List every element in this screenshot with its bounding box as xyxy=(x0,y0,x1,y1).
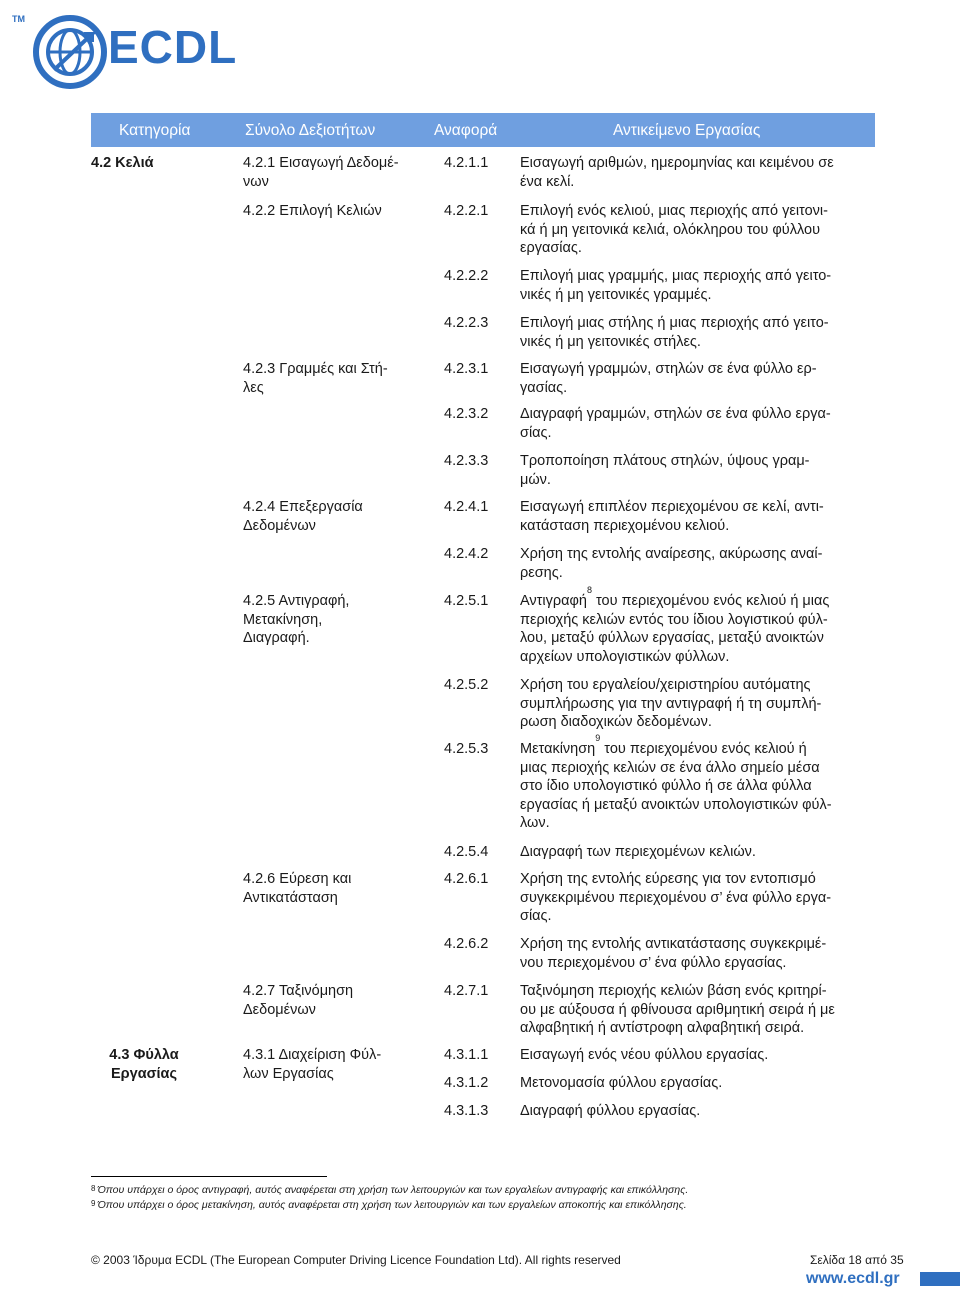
ref-4-2-5-1: 4.2.5.1 xyxy=(444,593,489,609)
desc-4-2-5-1-lead: Αντιγραφή xyxy=(520,593,587,609)
header-category: Κατηγορία xyxy=(119,122,191,139)
url-accent-bar xyxy=(920,1272,960,1286)
desc-4-2-2-3: Επιλογή μιας στήλης ή μιας περιοχής από γειτο- νικές ή μη γειτονικές στήλες. xyxy=(520,315,829,350)
footnote-9 xyxy=(91,1199,687,1211)
footnote-8-text: Όπου υπάρχει ο όρος αντιγραφή, αυτός αναφέρεται στη χρήση των λειτουργιών και των εργαλείων αντιγραφής και επικόλλησης. xyxy=(97,1184,689,1196)
ref-4-3-1-3: 4.3.1.3 xyxy=(444,1103,489,1119)
website-link[interactable]: www.ecdl.gr xyxy=(806,1270,900,1287)
ref-4-2-7-1: 4.2.7.1 xyxy=(444,983,489,999)
skill-4-3-1: 4.3.1 Διαχείριση Φύλ- λων Εργασίας xyxy=(243,1047,382,1082)
desc-4-2-4-2: Χρήση της εντολής αναίρεσης, ακύρωσης αναί- ρεσης. xyxy=(520,546,823,581)
skill-4-2-6: 4.2.6 Εύρεση και Αντικατάσταση xyxy=(243,871,352,906)
desc-4-2-5-3-rest: του περιεχομένου ενός κελιού ή μιας περιοχής κελιών σε ένα άλλο σημείο μέσα στο ίδιο υπολογιστικό φύλλο ή σε άλλα φύλλα εργασίας ή μεταξύ ανοικτών υπολογιστικών φύλ- λων. xyxy=(520,741,832,831)
footnote-9-number: 9 xyxy=(91,1199,96,1208)
footnote-ref-9[interactable]: 9 xyxy=(595,733,601,744)
desc-4-2-6-2: Χρήση της εντολής αντικατάστασης συγκεκριμέ- νου περιεχομένου σ’ ένα φύλλο εργασίας. xyxy=(520,936,827,971)
ref-4-3-1-1: 4.3.1.1 xyxy=(444,1047,489,1063)
category-4-2: 4.2 Κελιά xyxy=(91,155,154,171)
ref-4-2-3-3: 4.2.3.3 xyxy=(444,453,489,469)
ref-4-2-2-1: 4.2.2.1 xyxy=(444,203,489,219)
desc-4-2-3-3: Τροποποίηση πλάτους στηλών, ύψους γραμ- μών. xyxy=(520,453,810,488)
skill-4-2-3: 4.2.3 Γραμμές και Στή- λες xyxy=(243,361,388,396)
copyright-notice: © 2003 Ίδρυμα ECDL (The European Computer Driving Licence Foundation Ltd). All rights reserved xyxy=(91,1253,621,1267)
desc-4-3-1-3: Διαγραφή φύλλου εργασίας. xyxy=(520,1103,701,1119)
footnote-divider xyxy=(91,1176,327,1177)
skill-4-2-2: 4.2.2 Επιλογή Κελιών xyxy=(243,203,382,219)
header-task-item: Αντικείμενο Εργασίας xyxy=(613,122,761,139)
desc-4-2-1-1: Εισαγωγή αριθμών, ημερομηνίας και κειμένου σε ένα κελί. xyxy=(520,155,834,190)
desc-4-3-1-1: Εισαγωγή ενός νέου φύλλου εργασίας. xyxy=(520,1047,769,1063)
ref-4-2-4-1: 4.2.4.1 xyxy=(444,499,489,515)
ref-4-2-5-4: 4.2.5.4 xyxy=(444,844,489,860)
ref-4-2-6-1: 4.2.6.1 xyxy=(444,871,489,887)
ref-4-2-4-2: 4.2.4.2 xyxy=(444,546,489,562)
ref-4-2-3-2: 4.2.3.2 xyxy=(444,406,489,422)
ref-4-2-5-3: 4.2.5.3 xyxy=(444,741,489,757)
desc-4-2-2-1: Επιλογή ενός κελιού, μιας περιοχής από γειτονι- κά ή μη γειτονικά κελιά, ολόκληρου του φύλλου εργασίας. xyxy=(520,203,828,256)
desc-4-2-5-3 xyxy=(520,733,875,833)
ref-4-2-1-1: 4.2.1.1 xyxy=(444,155,489,171)
ref-4-3-1-2: 4.3.1.2 xyxy=(444,1075,489,1091)
ref-4-2-5-2: 4.2.5.2 xyxy=(444,677,489,693)
header-skill-set: Σύνολο Δεξιοτήτων xyxy=(245,122,376,139)
trademark-mark: TM xyxy=(12,14,25,24)
skill-4-2-1: 4.2.1 Εισαγωγή Δεδομέ- νων xyxy=(243,155,399,190)
desc-4-2-5-3-lead: Μετακίνηση xyxy=(520,741,596,757)
footnote-9-text: Όπου υπάρχει ο όρος μετακίνηση, αυτός αναφέρεται στη χρήση των λειτουργιών και των εργαλείων αποκοπής και επικόλλησης. xyxy=(97,1199,687,1211)
desc-4-2-5-1 xyxy=(520,585,875,666)
ref-4-2-2-2: 4.2.2.2 xyxy=(444,268,489,284)
header-reference: Αναφορά xyxy=(434,122,498,139)
footnote-ref-8[interactable]: 8 xyxy=(586,585,592,596)
desc-4-2-7-1: Ταξινόμηση περιοχής κελιών βάση ενός κριτηρί- ου με αύξουσα ή φθίνουσα αριθμητική σειρά ή με αλφαβητική ή αντίστροφη αλφαβητική σειρά. xyxy=(520,983,835,1036)
desc-4-2-3-2: Διαγραφή γραμμών, στηλών σε ένα φύλλο εργα- σίας. xyxy=(520,406,831,441)
desc-4-2-5-2: Χρήση του εργαλείου/χειριστηρίου αυτόματης συμπλήρωσης για την αντιγραφή ή τη συμπλή- ρωση διαδοχικών δεδομένων. xyxy=(520,677,822,730)
skill-4-2-4: 4.2.4 Επεξεργασία Δεδομένων xyxy=(243,499,363,534)
desc-4-2-6-1: Χρήση της εντολής εύρεσης για τον εντοπισμό συγκεκριμένου περιεχομένου σ’ ένα φύλλο εργα- σίας. xyxy=(520,871,832,924)
page-number: Σελίδα 18 από 35 xyxy=(810,1253,904,1267)
skill-4-2-7: 4.2.7 Ταξινόμηση Δεδομένων xyxy=(243,983,354,1018)
ref-4-2-3-1: 4.2.3.1 xyxy=(444,361,489,377)
desc-4-2-5-1-rest: του περιεχομένου ενός κελιού ή μιας περιοχής κελιών εντός του ίδιου λογιστικού φύλ- λου, μεταξύ φύλλων εργασίας, μεταξύ ανοικτών αρχείων υπολογιστικών φύλλων. xyxy=(520,593,830,665)
desc-4-2-3-1: Εισαγωγή γραμμών, στηλών σε ένα φύλλο ερ- γασίας. xyxy=(520,361,817,396)
category-4-3: 4.3 Φύλλα Εργασίας xyxy=(109,1047,179,1082)
logo-text: ECDL xyxy=(108,21,238,73)
footnote-8 xyxy=(91,1184,688,1196)
desc-4-2-4-1: Εισαγωγή επιπλέον περιεχομένου σε κελί, αντι- κατάσταση περιεχομένου κελιού. xyxy=(520,499,824,534)
skill-4-2-5: 4.2.5 Αντιγραφή, Μετακίνηση, Διαγραφή. xyxy=(243,593,350,646)
desc-4-2-2-2: Επιλογή μιας γραμμής, μιας περιοχής από γειτο- νικές ή μη γειτονικές γραμμές. xyxy=(520,268,832,303)
footnote-8-number: 8 xyxy=(91,1184,96,1193)
desc-4-3-1-2: Μετονομασία φύλλου εργασίας. xyxy=(520,1075,723,1091)
ref-4-2-6-2: 4.2.6.2 xyxy=(444,936,489,952)
ref-4-2-2-3: 4.2.2.3 xyxy=(444,315,489,331)
desc-4-2-5-4: Διαγραφή των περιεχομένων κελιών. xyxy=(520,844,756,860)
